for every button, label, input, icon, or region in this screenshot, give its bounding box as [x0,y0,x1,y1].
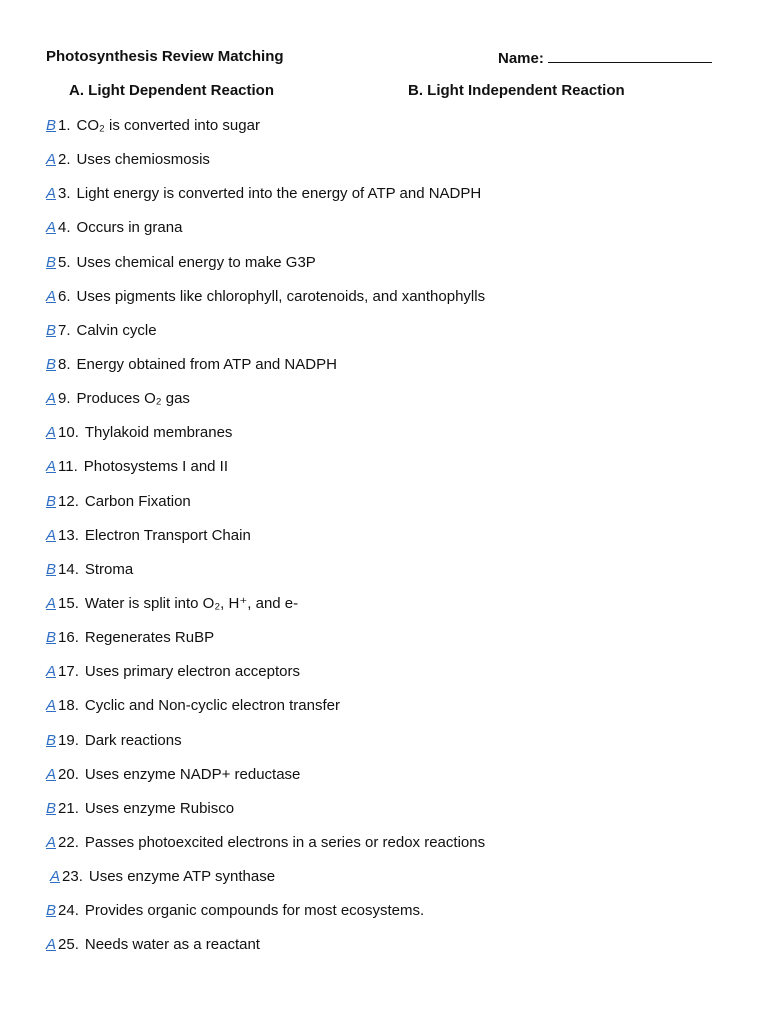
item-text: Regenerates RuBP [84,629,215,647]
answer-letter: B [46,253,57,271]
answer-letter: B [46,629,57,647]
matching-item [46,253,746,287]
item-number: 17. [58,663,79,681]
item-number: 2. [58,151,71,169]
item-number: 21. [58,799,79,817]
matching-item [46,765,746,799]
matching-item [46,901,746,935]
item-number: 24. [58,902,79,920]
matching-item [46,662,746,696]
answer-letter: B [46,902,57,920]
item-text: Energy obtained from ATP and NADPH [76,355,337,373]
answer-letter: B [46,492,57,510]
matching-item [46,150,746,184]
answer-letter: A [46,936,57,954]
item-number: 15. [58,594,79,612]
name-label: Name: [498,50,544,67]
item-number: 19. [58,731,79,749]
matching-item [46,287,746,321]
item-text: Uses primary electron acceptors [84,663,300,681]
item-text: Needs water as a reactant [84,936,260,954]
matching-item [46,696,746,730]
answer-letter: A [46,594,57,612]
item-number: 1. [58,117,71,134]
answer-letter: B [46,321,57,339]
item-number: 25. [58,936,79,954]
matching-item [46,867,746,901]
answer-letter: B [46,799,57,817]
answer-letter: A [46,833,57,851]
item-number: 10. [58,424,79,442]
item-text: Thylakoid membranes [84,424,233,442]
item-number: 20. [58,765,79,783]
item-number: 9. [58,390,71,408]
item-text: Electron Transport Chain [84,526,251,544]
matching-item [46,799,746,833]
item-text: Calvin cycle [76,321,157,339]
matching-item [46,526,746,560]
answer-letter: A [46,697,57,715]
item-text: Uses enzyme NADP+ reductase [84,765,301,783]
item-text: Uses enzyme Rubisco [84,799,235,817]
item-number: 8. [58,355,71,373]
item-number: 13. [58,526,79,544]
item-text: Dark reactions [84,731,182,749]
matching-item [46,218,746,252]
item-text: Produces O₂ gas [76,390,190,408]
item-text: Occurs in grana [76,219,183,237]
item-number: 4. [58,219,71,237]
answer-letter: B [46,731,57,749]
matching-item [46,389,746,423]
item-number: 16. [58,629,79,647]
name-field [498,48,712,67]
matching-item [46,423,746,457]
item-number: 5. [58,253,71,271]
item-number: 23. [62,868,83,886]
answer-letter: B [46,560,57,578]
item-text: Photosystems I and II [83,458,229,476]
matching-item [46,628,746,662]
matching-item [46,560,746,594]
item-number: 14. [58,560,79,578]
item-number: 22. [58,833,79,851]
item-number: 11. [58,458,78,476]
item-text: Uses chemical energy to make G3P [76,253,316,271]
matching-item [46,731,746,765]
item-text: Light energy is converted into the energy of ATP and NADPH [76,185,482,203]
matching-item [46,594,746,628]
legend-option-b: B. Light Independent Reaction [408,82,625,99]
matching-item [46,184,746,218]
name-blank-line [548,48,712,63]
item-text: Uses pigments like chlorophyll, carotenoids, and xanthophylls [76,287,486,305]
answer-letter: A [46,151,57,169]
item-number: 3. [58,185,71,203]
answer-letter: A [46,765,57,783]
matching-item [46,833,746,867]
matching-item [46,321,746,355]
answer-letter: A [46,458,57,476]
item-text: Stroma [84,560,134,578]
legend-option-a: A. Light Dependent Reaction [69,82,275,99]
item-text: Carbon Fixation [84,492,191,510]
answer-letter: A [46,526,57,544]
item-text: Uses chemiosmosis [76,151,210,169]
matching-item [46,355,746,389]
matching-item [46,116,746,150]
worksheet-title: Photosynthesis Review Matching [46,48,284,65]
answer-letter: B [46,117,57,134]
item-text: Water is split into O₂, H⁺, and e- [84,594,299,612]
matching-item [46,492,746,526]
item-text: Cyclic and Non-cyclic electron transfer [84,697,340,715]
item-number: 6. [58,287,71,305]
item-number: 7. [58,321,71,339]
item-text: Uses enzyme ATP synthase [88,868,276,886]
item-text: CO₂ is converted into sugar [76,117,260,134]
answer-letter: A [46,287,57,305]
answer-letter: A [46,663,57,681]
answer-letter: A [46,424,57,442]
answer-letter: B [46,355,57,373]
item-text: Provides organic compounds for most ecosystems. [84,902,425,920]
answer-letter: A [46,219,57,237]
answer-letter: A [50,868,61,886]
matching-item [46,935,746,969]
item-number: 18. [58,697,79,715]
matching-item [46,457,746,491]
answer-letter: A [46,185,57,203]
answer-letter: A [46,390,57,408]
matching-list [46,116,746,970]
item-number: 12. [58,492,79,510]
item-text: Passes photoexcited electrons in a series or redox reactions [84,833,486,851]
